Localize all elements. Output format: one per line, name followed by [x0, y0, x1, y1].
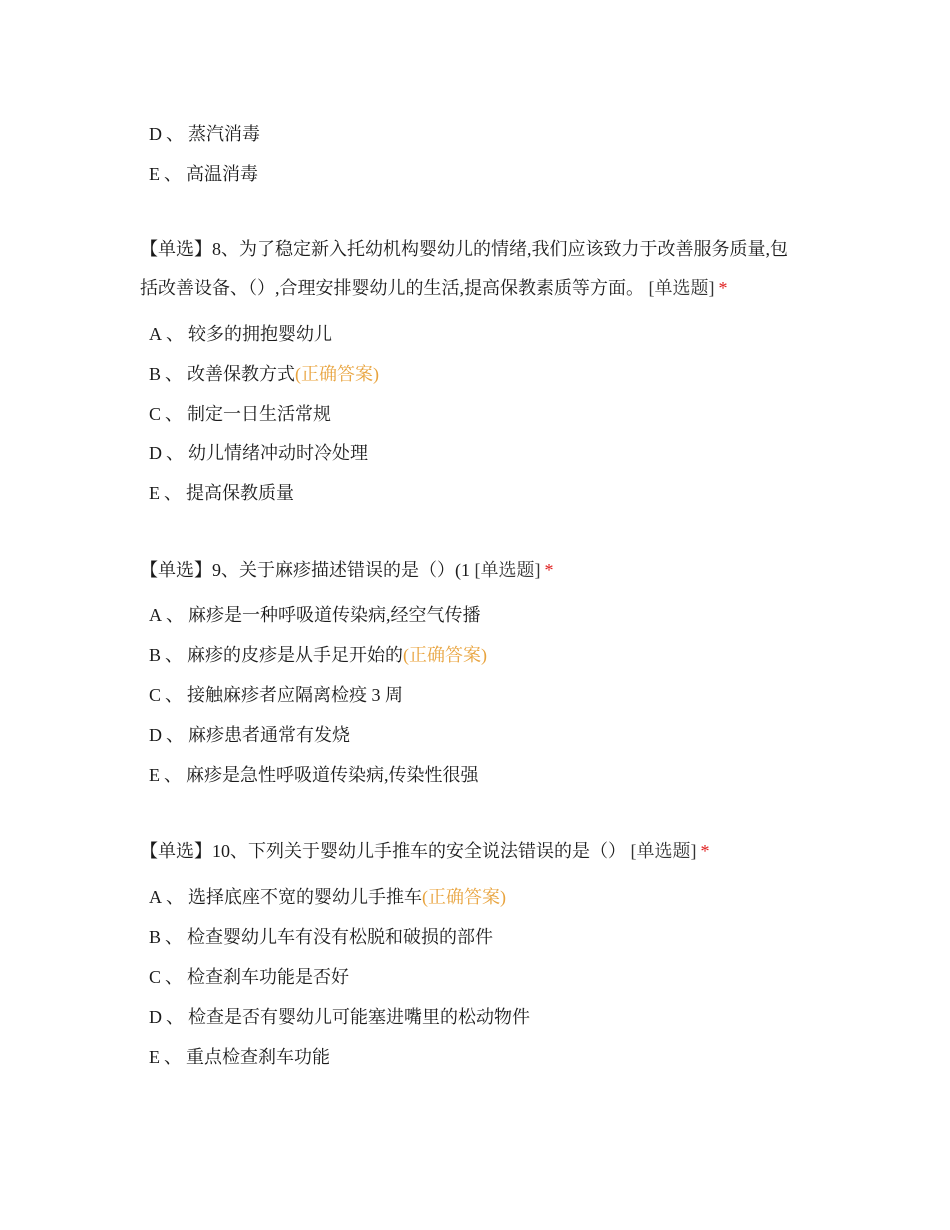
option-letter: E: [149, 483, 160, 503]
option-text: 改善保教方式: [187, 364, 296, 384]
option-letter: C: [149, 404, 162, 424]
option-letter: E: [149, 765, 160, 785]
separator: 、: [164, 765, 182, 785]
q10-option-a: [149, 885, 506, 909]
option-letter: A: [149, 887, 162, 907]
option-text: 重点检查刹车功能: [186, 1047, 330, 1067]
correct-answer-label: (正确答案): [295, 364, 380, 384]
option-letter: A: [149, 605, 162, 625]
separator: 、: [164, 1047, 182, 1067]
question-text: 括改善设备、（）,合理安排婴幼儿的生活,提高保教素质等方面。: [140, 278, 644, 298]
option-letter: A: [149, 324, 162, 344]
q9-option-e: [149, 763, 479, 787]
option-text: 高温消毒: [186, 164, 258, 184]
option-text: 麻疹是急性呼吸道传染病,传染性很强: [186, 765, 479, 785]
separator: 、: [166, 124, 184, 144]
separator: 、: [166, 1007, 184, 1027]
question-text: 【单选】10、下列关于婴幼儿手推车的安全说法错误的是（）: [140, 841, 626, 861]
option-letter: E: [149, 164, 160, 184]
option-text: 幼儿情绪冲动时冷处理: [188, 443, 368, 463]
option-text: 蒸汽消毒: [188, 124, 260, 144]
separator: 、: [165, 364, 184, 384]
q10-option-c: [149, 965, 349, 989]
option-text: 较多的拥抱婴幼儿: [188, 324, 332, 344]
separator: 、: [165, 927, 184, 947]
q9-option-c: [149, 683, 403, 707]
option-text: 检查刹车功能是否好: [187, 967, 350, 987]
option-letter: B: [149, 364, 162, 384]
q9-option-d: [149, 723, 350, 747]
question-text: 【单选】9、关于麻疹描述错误的是（）(1: [140, 560, 470, 580]
option-text: 麻疹的皮疹是从手足开始的: [187, 645, 404, 665]
question-text: 【单选】8、为了稳定新入托幼机构婴幼儿的情绪,我们应该致力于改善服务质量,包: [140, 239, 788, 259]
q9-option-b: [149, 643, 487, 667]
separator: 、: [165, 404, 184, 424]
option-text: 麻疹患者通常有发烧: [188, 725, 350, 745]
option-letter: B: [149, 645, 162, 665]
separator: 、: [166, 324, 184, 344]
q9-option-a: [149, 603, 481, 627]
option-e: [149, 162, 258, 186]
separator: 、: [165, 685, 184, 705]
q10-option-b: [149, 925, 493, 949]
q10-option-e: [149, 1045, 330, 1069]
correct-answer-label: (正确答案): [403, 645, 488, 665]
separator: 、: [165, 967, 184, 987]
option-text: 提高保教质量: [186, 483, 294, 503]
option-text: 麻疹是一种呼吸道传染病,经空气传播: [188, 605, 481, 625]
q10-option-d: [149, 1005, 530, 1029]
separator: 、: [164, 164, 182, 184]
option-text: 接触麻疹者应隔离检疫 3 周: [187, 685, 404, 705]
q8-option-d: [149, 441, 368, 465]
option-text: 选择底座不宽的婴幼儿手推车: [188, 887, 422, 907]
option-text: 检查婴幼儿车有没有松脱和破损的部件: [187, 927, 494, 947]
separator: 、: [166, 725, 184, 745]
option-letter: B: [149, 927, 162, 947]
separator: 、: [164, 483, 182, 503]
option-letter: C: [149, 685, 162, 705]
q8-option-a: [149, 322, 332, 346]
required-mark: *: [700, 841, 710, 861]
option-letter: D: [149, 124, 162, 144]
question-8-title-cont: [140, 276, 728, 300]
question-type-tag: [单选题]: [648, 278, 715, 298]
q8-option-c: [149, 402, 331, 426]
question-type-tag: [单选题]: [474, 560, 541, 580]
question-8-title: [140, 237, 788, 261]
option-d: [149, 122, 260, 146]
option-text: 制定一日生活常规: [187, 404, 332, 424]
question-10-title: [140, 839, 710, 863]
option-letter: D: [149, 1007, 162, 1027]
question-type-tag: [单选题]: [630, 841, 697, 861]
separator: 、: [166, 605, 184, 625]
option-letter: E: [149, 1047, 160, 1067]
required-mark: *: [544, 560, 554, 580]
separator: 、: [166, 887, 184, 907]
correct-answer-label: (正确答案): [422, 887, 506, 907]
q8-option-b: [149, 362, 379, 386]
option-text: 检查是否有婴幼儿可能塞进嘴里的松动物件: [188, 1007, 530, 1027]
q8-option-e: [149, 481, 294, 505]
option-letter: D: [149, 725, 162, 745]
option-letter: C: [149, 967, 162, 987]
required-mark: *: [718, 278, 728, 298]
question-9-title: [140, 558, 554, 582]
separator: 、: [165, 645, 184, 665]
option-letter: D: [149, 443, 162, 463]
separator: 、: [166, 443, 184, 463]
